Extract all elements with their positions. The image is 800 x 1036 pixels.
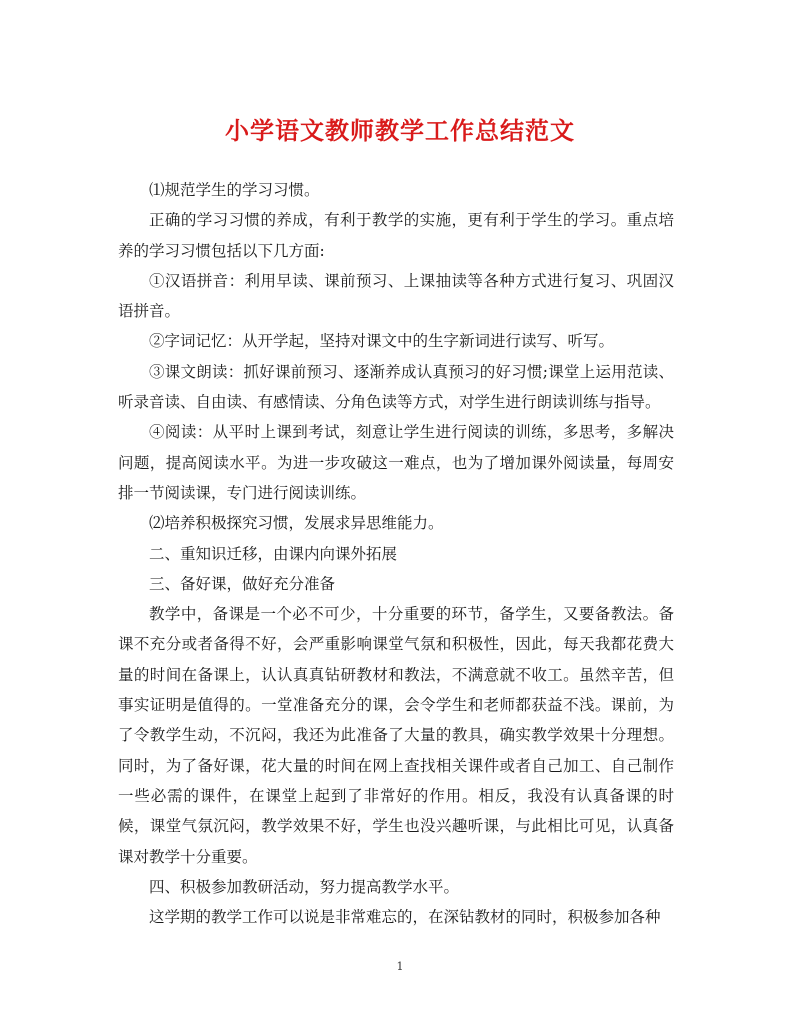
paragraph: ⑴规范学生的学习习惯。 — [149, 181, 320, 199]
section-heading: 三、备好课，做好充分准备 — [149, 574, 336, 593]
paragraph: 教学中，备课是一个必不可少，十分重要的环节，备学生，又要备教法。备课不充分或者备得不好，会严重影响课堂气氛和积极性，因此，每天我都花费大量的时间在备课上，认认真真钻研教材和教法，不满意就不收工。虽然辛苦，但事实证明是值得的。一堂准备充分的课，会令学生和老师都获益不浅。课前，为了令教学生动，不沉闷，我还为此准备了大量的教具，确实教学效果十分理想。同时，为了备好课，花大量的时间在网上查找相关课件或者自己加工、自己制作一些必需的课件，在课堂上起到了非常好的作用。相反，我没有认真备课的时候，课堂气氛沉闷，教学效果不好，学生也没兴趣听课，与此相比可见，认真备课对教学十分重要。 — [118, 605, 674, 866]
paragraph: 正确的学习习惯的养成，有利于教学的实施，更有利于学生的学习。重点培养的学习习惯包括以下几方面: — [118, 211, 674, 260]
section-heading: 二、重知识迁移，由课内向课外拓展 — [149, 544, 398, 563]
paragraph: ③课文朗读：抓好课前预习、逐渐养成认真预习的好习惯;课堂上运用范读、听录音读、自由读、有感情读、分角色读等方式，对学生进行朗读训练与指导。 — [118, 362, 674, 412]
paragraph: ⑵培养积极探究习惯，发展求异思维能力。 — [149, 514, 444, 533]
paragraph: ④阅读：从平时上课到考试，刻意让学生进行阅读的训练，多思考，多解决问题，提高阅读水平。为进一步攻破这一难点，也为了增加课外阅读量，每周安排一节阅读课，专门进行阅读训练。 — [118, 423, 674, 502]
page-number: 1 — [396, 960, 404, 973]
document-body — [118, 175, 674, 932]
document-title: 小学语文教师教学工作总结范文 — [225, 116, 575, 145]
paragraph: ②字词记忆：从开学起，坚持对课文中的生字新词进行读写、听写。 — [149, 332, 615, 351]
paragraph: ①汉语拼音：利用早读、课前预习、上课抽读等各种方式进行复习、巩固汉语拼音。 — [118, 271, 674, 321]
paragraph: 这学期的教学工作可以说是非常难忘的，在深钻教材的同时，积极参加各种 — [149, 908, 661, 927]
section-heading: 四、积极参加教研活动，努力提高教学水平。 — [149, 877, 460, 896]
